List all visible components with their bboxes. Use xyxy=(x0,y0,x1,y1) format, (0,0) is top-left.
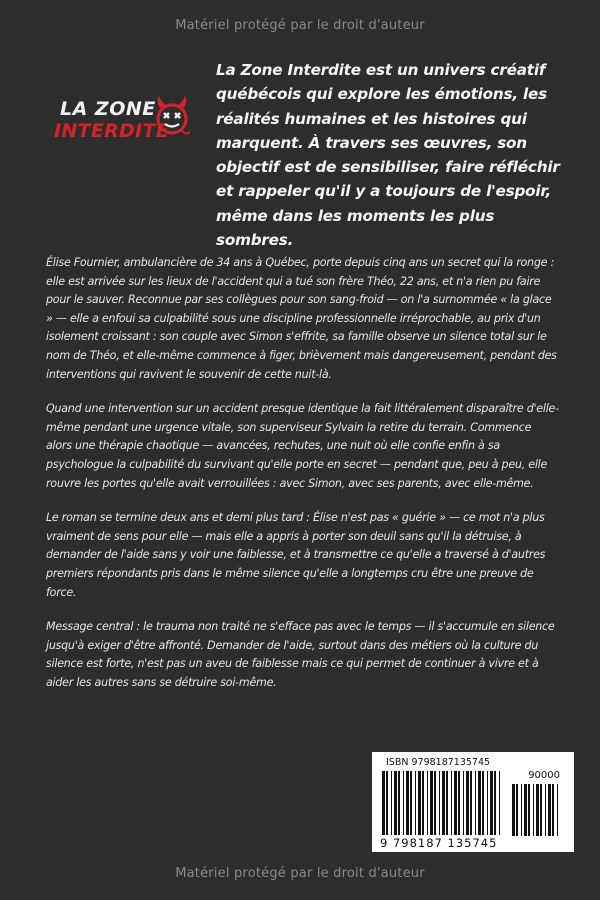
synopsis-paragraph-2: Quand une intervention sur un accident presque identique la fait littéralement disparaître d'elle-même pendant une urgence vitale, son superviseur Sylvain la retire du terrain. Commence alors une thérapie chaotique — avancées, rechutes, une nuit où elle confie enfin à sa psychologue la culpabilité du survivant qu'elle porte en secret — pendant que, peu à peu, elle rouvre les portes qu'elle avait verrouillées : avec Simon, avec ses parents, avec elle-même. xyxy=(46,402,559,490)
isbn-digits: 9 798187 135745 xyxy=(380,836,498,850)
synopsis-paragraph-3: Le roman se termine deux ans et demi plus tard : Élise n'est pas « guérie » — ce mot n'a plus vraiment de sens pour elle — mais elle a appris à porter son deuil sans qu'il la détruise, à demander de l'aide sans y voir une faiblesse, et à transmettre ce qu'elle a traversé à d'autres premiers répondants pris dans le même silence qu'elle a longtemps cru être une preuve de force. xyxy=(46,511,546,599)
barcode-icon xyxy=(382,771,500,835)
devil-face-icon xyxy=(150,96,194,140)
la-zone-interdite-logo xyxy=(50,94,200,156)
synopsis-paragraph-1: Élise Fournier, ambulancière de 34 ans à Québec, porte depuis cinq ans un secret qui la ronge : elle est arrivée sur les lieux de l'accident qui a tué son frère Théo, 22 ans, et n'a rien pu faire pour le sauver. Reconnue par ses collègues pour son sang-froid — on l'a surnommée « la glace » — elle a enfoui sa culpabilité sous une discipline professionnelle irréprochable, au prix d'un isolement croissant : son couple avec Simon s'effrite, sa famille observe un silence total sur le nom de Théo, et elle-même commence à figer, brièvement mais dangereusement, pendant des interventions qui ravivent le souvenir de cette nuit-là. xyxy=(46,256,557,381)
logo-line-1: LA ZONE xyxy=(60,98,156,120)
copyright-watermark-top: Matériel protégé par le droit d'auteur xyxy=(175,18,425,33)
copyright-watermark-bottom: Matériel protégé par le droit d'auteur xyxy=(175,866,425,881)
price-code: 90000 xyxy=(528,770,560,781)
synopsis-paragraph-4: Message central : le trauma non traité ne s'efface pas avec le temps — il s'accumule en silence jusqu'à exiger d'être affronté. Demander de l'aide, surtout dans des métiers où la culture du silence est forte, n'est pas un aveu de faiblesse mais ce qui permet de continuer à vivre et à aider les autres sans se détruire soi-même. xyxy=(46,620,555,689)
book-synopsis xyxy=(46,254,560,708)
logo-line-2: INTERDITE xyxy=(54,120,170,142)
isbn-barcode-box xyxy=(372,752,574,852)
price-barcode-icon xyxy=(512,784,558,836)
isbn-label: ISBN 9798187135745 xyxy=(386,757,491,768)
publisher-intro: La Zone Interdite est un univers créatif québécois qui explore les émotions, les réalités humaines et les histoires qui marquent. À travers ses œuvres, son objectif est de sensibiliser, faire réfléchir et rappeler qu'il y a toujours de l'espoir, même dans les moments les plus sombres. xyxy=(216,61,560,250)
